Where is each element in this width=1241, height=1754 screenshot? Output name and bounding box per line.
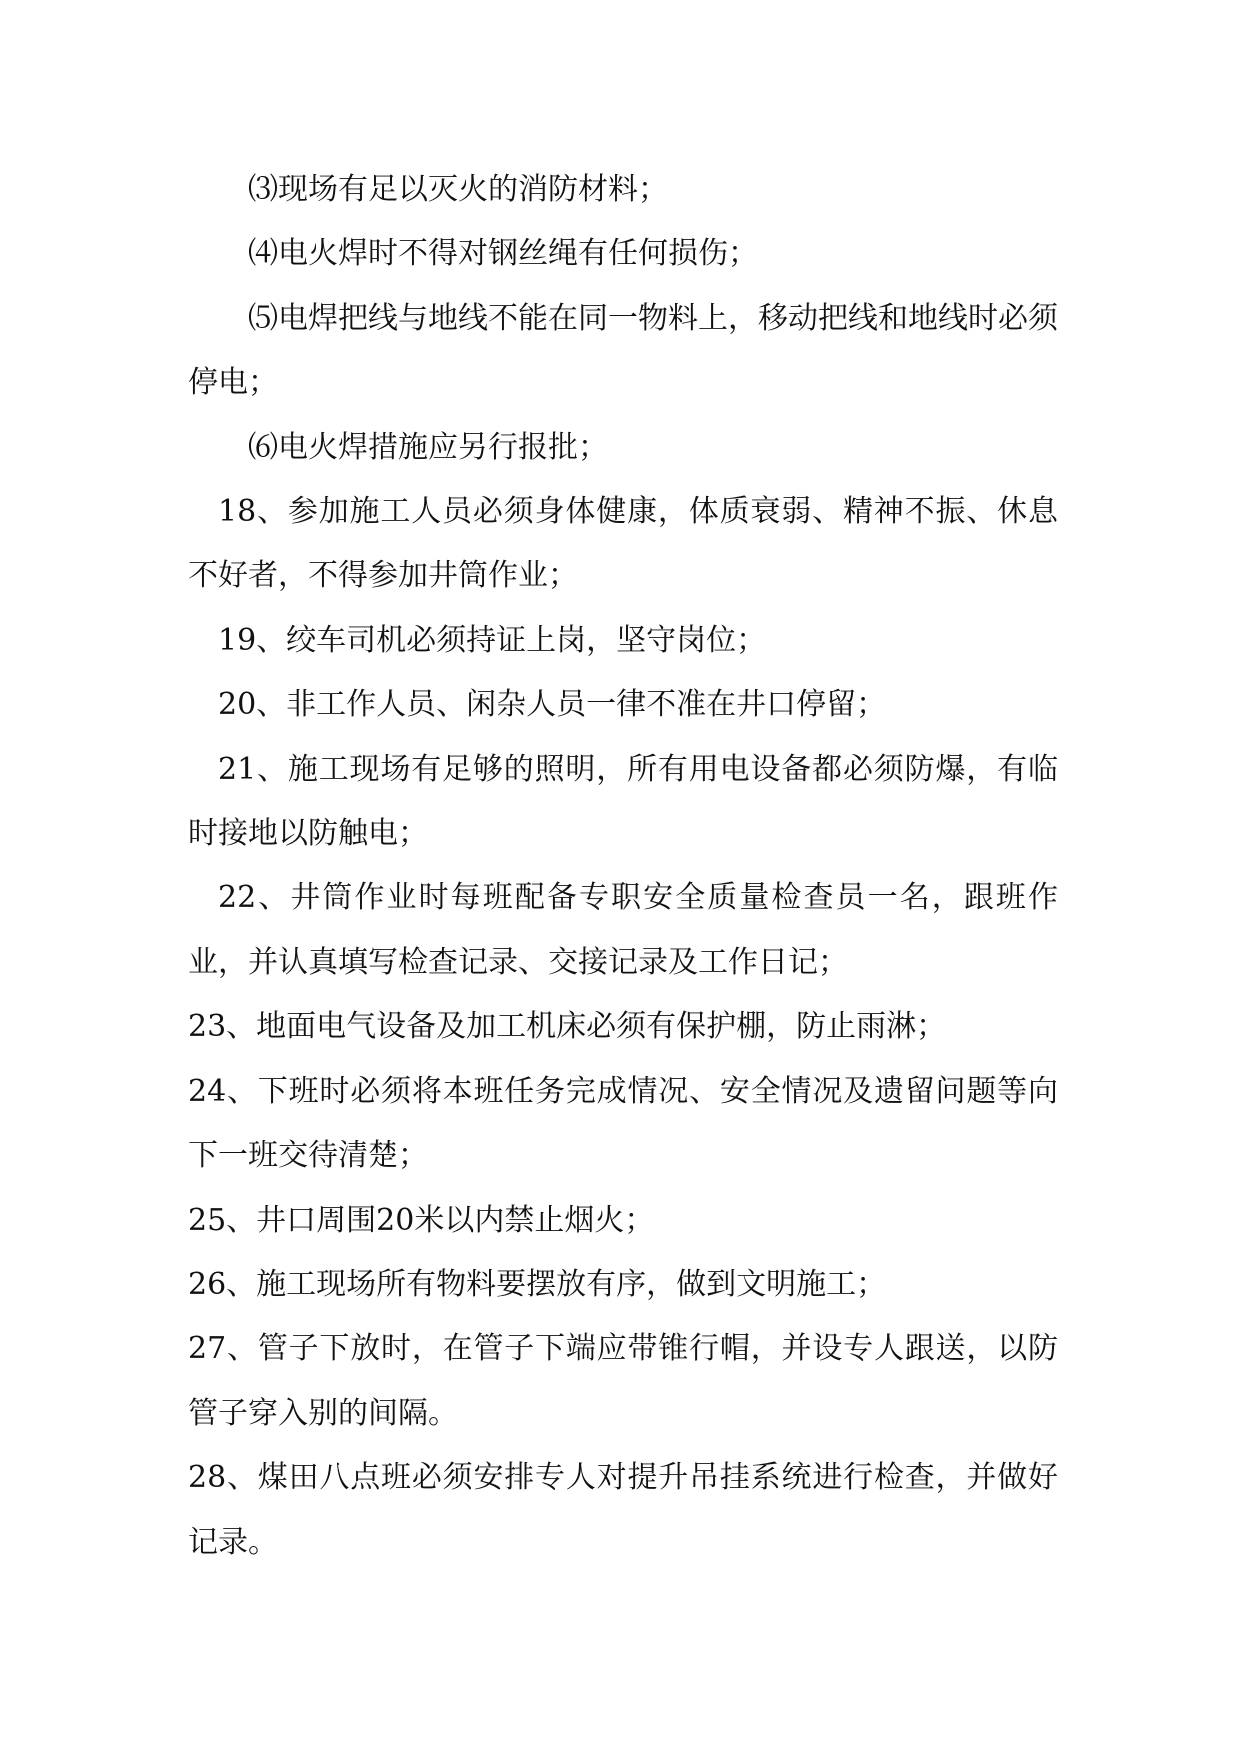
paragraph-rule-28: 28、煤田八点班必须安排专人对提升吊挂系统进行检查，并做好记录。 — [188, 1460, 1058, 1560]
paragraph-rule-19: 19、绞车司机必须持证上岗，坚守岗位； — [218, 622, 767, 658]
paragraph-rule-24: 24、下班时必须将本班任务完成情况、安全情况及遗留问题等向下一班交待清楚； — [188, 1073, 1058, 1174]
paragraph-rule-26: 26、施工现场所有物料要摆放有序，做到文明施工； — [188, 1266, 887, 1302]
paragraph-rule-18: 18、参加施工人员必须身体健康，体质衰弱、精神不振、休息不好者，不得参加井筒作业； — [188, 494, 1058, 594]
paragraph-item-6: ⑹电火焊措施应另行报批； — [248, 429, 608, 465]
paragraph-rule-21: 21、施工现场有足够的照明，所有用电设备都必须防爆，有临时接地以防触电； — [188, 751, 1058, 852]
paragraph-item-5: ⑸电焊把线与地线不能在同一物料上，移动把线和地线时必须停电； — [188, 300, 1058, 401]
paragraph-rule-23: 23、地面电气设备及加工机床必须有保护棚，防止雨淋； — [188, 1009, 947, 1045]
paragraph-item-3: ⑶现场有足以灭火的消防材料； — [248, 172, 668, 207]
paragraph-rule-27: 27、管子下放时，在管子下端应带锥行帽，并设专人跟送，以防管子穿入别的间隔。 — [188, 1331, 1058, 1431]
paragraph-rule-20: 20、非工作人员、闲杂人员一律不准在井口停留； — [218, 687, 887, 723]
document-body — [188, 158, 1058, 1575]
paragraph-rule-22: 22、井筒作业时每班配备专职安全质量检查员一名，跟班作业，并认真填写检查记录、交接记录及工作日记； — [188, 880, 1058, 980]
paragraph-item-4: ⑷电火焊时不得对钢丝绳有任何损伤； — [248, 236, 758, 272]
paragraph-rule-25: 25、井口周围20米以内禁止烟火； — [188, 1202, 655, 1238]
